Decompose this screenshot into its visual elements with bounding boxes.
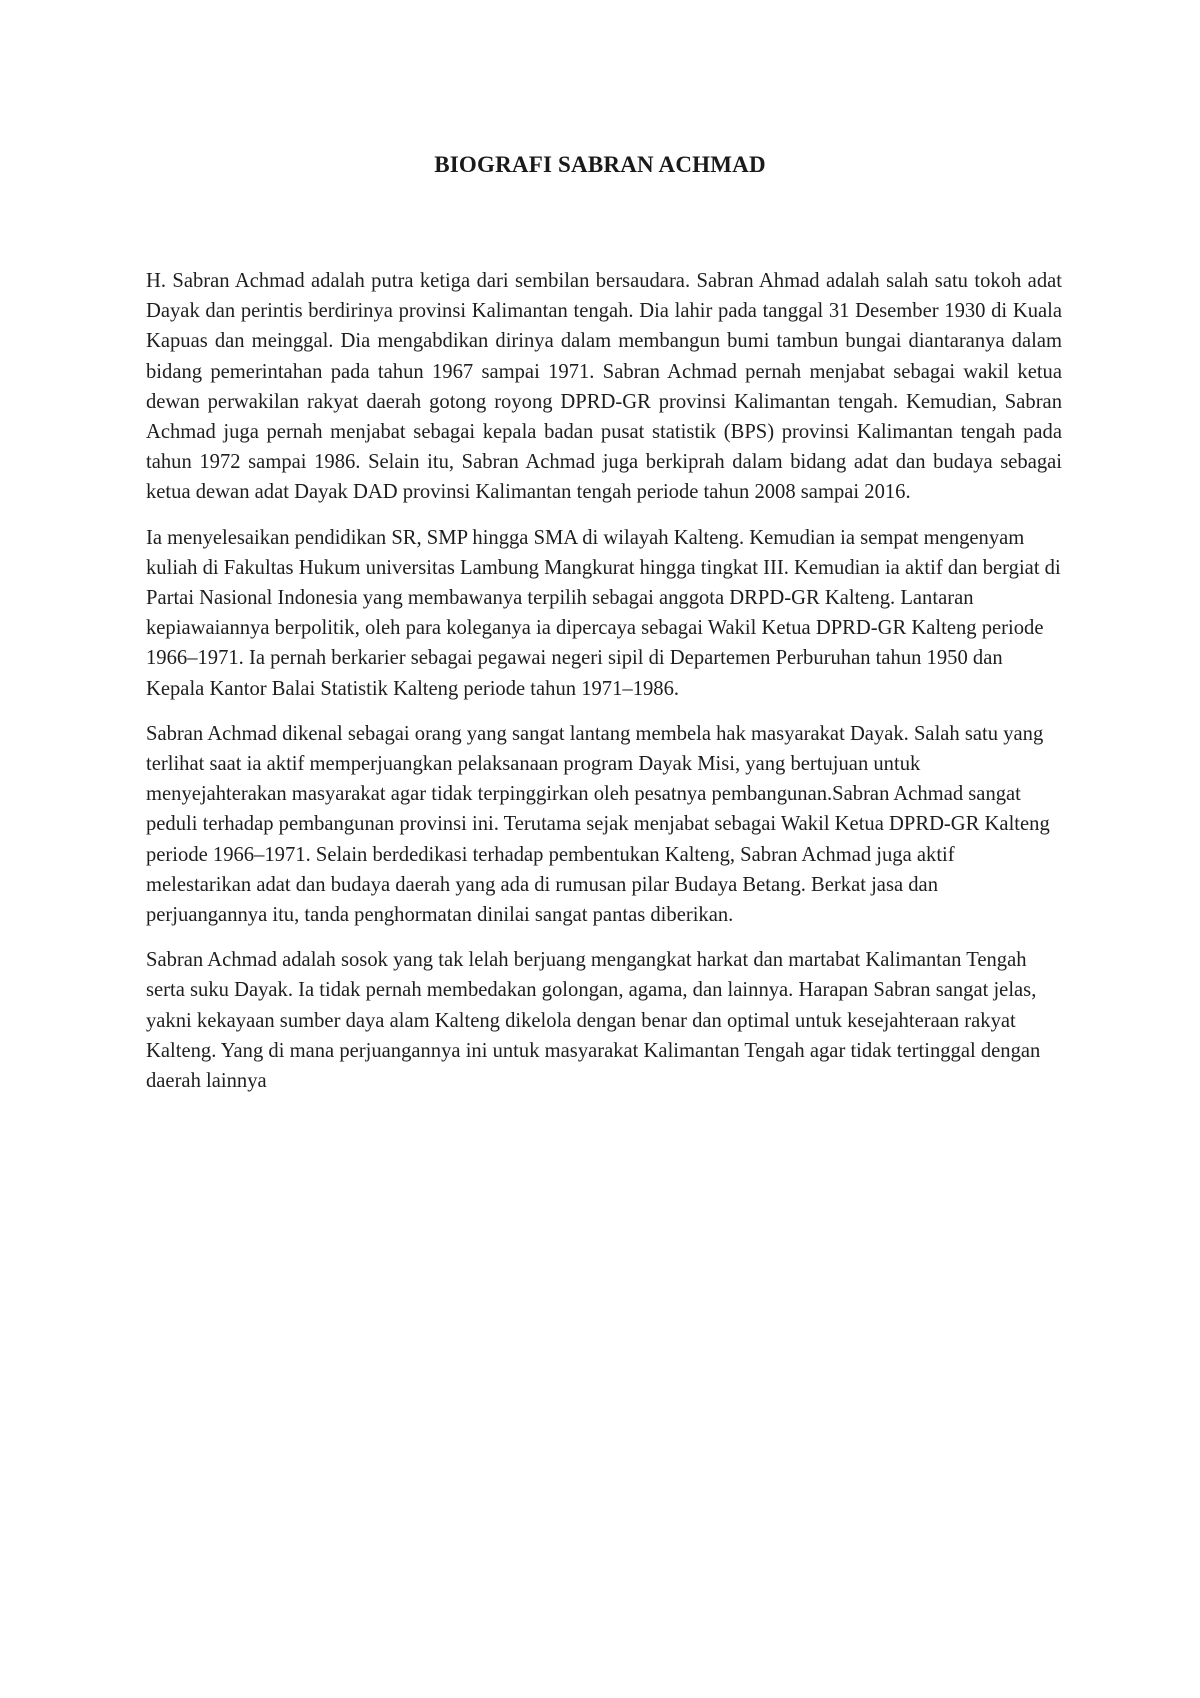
paragraph-education-career: Ia menyelesaikan pendidikan SR, SMP hingga SMA di wilayah Kalteng. Kemudian ia sempat mengenyam kuliah di Fakultas Hukum universitas Lambung Mangkurat hingga tingkat III. Kemudian ia aktif dan bergiat di Partai Nasional Indonesia yang membawanya terpilih sebagai anggota DRPD-GR Kalteng. Lantaran kepiawaiannya berpolitik, oleh para koleganya ia dipercaya sebagai Wakil Ketua DPRD-GR Kalteng periode 1966–1971. Ia pernah berkarier sebagai pegawai negeri sipil di Departemen Perburuhan tahun 1950 dan Kepala Kantor Balai Statistik Kalteng periode tahun 1971–1986. <box>146 526 1061 700</box>
paragraph-biography-intro: H. Sabran Achmad adalah putra ketiga dari sembilan bersaudara. Sabran Ahmad adalah salah satu tokoh adat Dayak dan perintis berdirinya provinsi Kalimantan tengah. Dia lahir pada tanggal 31 Desember 1930 di Kuala Kapuas dan meinggal. Dia mengabdikan dirinya dalam membangun bumi tambun bungai diantaranya dalam bidang pemerintahan pada tahun 1967 sampai 1971. Sabran Achmad pernah menjabat sebagai wakil ketua dewan perwakilan rakyat daerah gotong royong DPRD-GR provinsi Kalimantan tengah. Kemudian, Sabran Achmad juga pernah menjabat sebagai kepala badan pusat statistik (BPS) provinsi Kalimantan tengah pada tahun 1972 sampai 1986. Selain itu, Sabran Achmad juga berkiprah dalam bidang adat dan budaya sebagai ketua dewan adat Dayak DAD provinsi Kalimantan tengah periode tahun 2008 sampai 2016. <box>146 270 1062 504</box>
paragraph-dayak-advocacy: Sabran Achmad dikenal sebagai orang yang sangat lantang membela hak masyarakat Dayak. Salah satu yang terlihat saat ia aktif memperjuangkan pelaksanaan program Dayak Misi, yang bertujuan untuk menyejahterakan masyarakat agar tidak terpinggirkan oleh pesatnya pembangunan.Sabran Achmad sangat peduli terhadap pembangunan provinsi ini. Terutama sejak menjabat sebagai Wakil Ketua DPRD-GR Kalteng periode 1966–1971. Selain berdedikasi terhadap pembentukan Kalteng, Sabran Achmad juga aktif melestarikan adat dan budaya daerah yang ada di rumusan pilar Budaya Betang. Berkat jasa dan perjuangannya itu, tanda penghormatan dinilai sangat pantas diberikan. <box>146 722 1050 927</box>
paragraph-legacy: Sabran Achmad adalah sosok yang tak lelah berjuang mengangkat harkat dan martabat Kalimantan Tengah serta suku Dayak. Ia tidak pernah membedakan golongan, agama, dan lainnya. Harapan Sabran sangat jelas, yakni kekayaan sumber daya alam Kalteng dikelola dengan benar dan optimal untuk kesejahteraan rakyat Kalteng. Yang di mana perjuangannya ini untuk masyarakat Kalimantan Tengah agar tidak tertinggal dengan daerah lainnya <box>146 949 1041 1093</box>
document-title: BIOGRAFI SABRAN ACHMAD <box>434 152 766 177</box>
document-body <box>146 266 1062 1111</box>
